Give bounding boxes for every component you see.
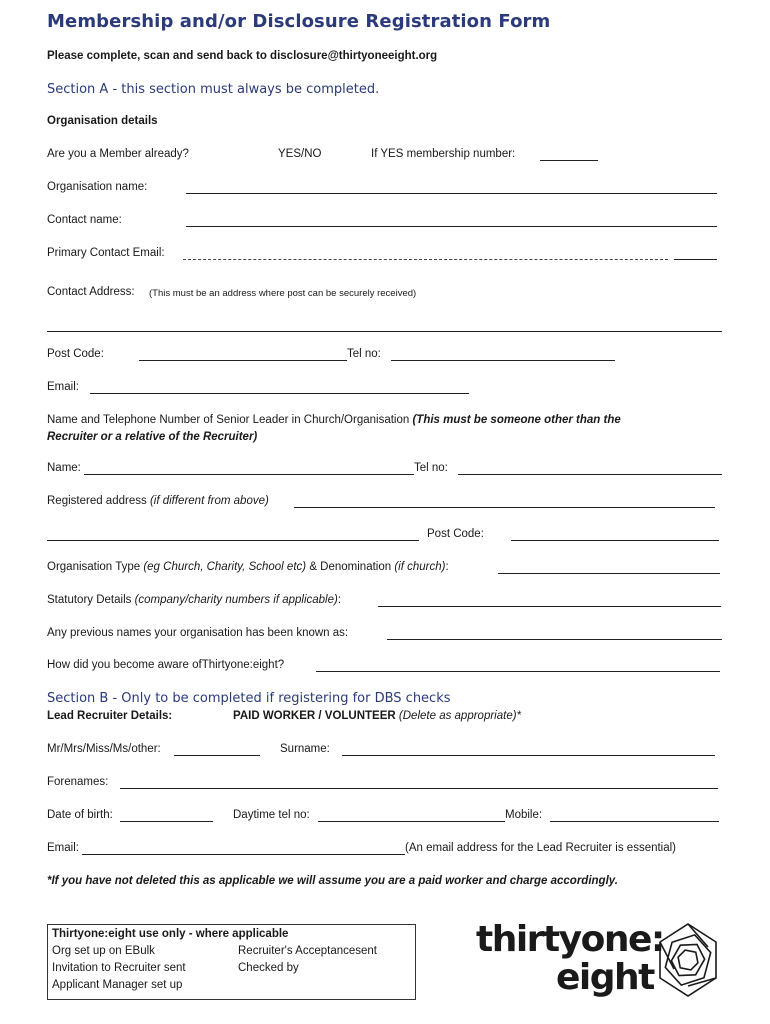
email-label: Email:: [47, 381, 79, 393]
email-field[interactable]: [90, 393, 469, 394]
previous-names-field[interactable]: [387, 639, 722, 640]
registered-address-label: Registered address (if different from above): [47, 495, 269, 507]
contact-address-note: (This must be an address where post can be securely received): [149, 288, 417, 299]
surname-label: Surname:: [280, 743, 330, 755]
surname-field[interactable]: [342, 755, 715, 756]
registered-address-note: (if different from above): [149, 495, 269, 507]
daytime-tel-field[interactable]: [318, 821, 505, 822]
recruiter-email-label: Email:: [47, 842, 79, 854]
section-a-heading: Section A - this section must always be completed.: [47, 82, 380, 97]
senior-leader-note-2: Recruiter or a relative of the Recruiter): [47, 431, 258, 443]
registered-address-field-2[interactable]: [47, 540, 419, 541]
primary-email-label: Primary Contact Email:: [47, 247, 165, 259]
office-use-applicant-manager: Applicant Manager set up: [52, 979, 183, 991]
lead-recruiter-label: Lead Recruiter Details:: [47, 710, 173, 722]
worker-type-option[interactable]: PAID WORKER / VOLUNTEER (Delete as appropriate)*: [233, 710, 522, 722]
daytime-tel-label: Daytime tel no:: [233, 809, 310, 821]
contact-name-label: Contact name:: [47, 214, 122, 226]
thirtyone-eight-logo: [474, 918, 724, 1002]
title-field[interactable]: [174, 755, 260, 756]
title-label: Mr/Mrs/Miss/Ms/other:: [47, 743, 161, 755]
office-use-checked-by: Checked by: [238, 962, 299, 974]
forenames-label: Forenames:: [47, 776, 109, 788]
mobile-field[interactable]: [550, 821, 719, 822]
logo-text-line1: thirtyone:: [476, 919, 664, 960]
primary-email-field[interactable]: [183, 259, 668, 260]
contact-address-field[interactable]: [47, 331, 722, 332]
senior-leader-label: [47, 414, 621, 426]
recruiter-email-field[interactable]: [82, 854, 405, 855]
previous-names-label: Any previous names your organisation has been known as:: [47, 627, 349, 639]
leader-tel-label: Tel no:: [414, 462, 448, 474]
org-type-label: Organisation Type (eg Church, Charity, School etc) & Denomination (if church):: [47, 561, 449, 573]
section-b-heading: Section B - Only to be completed if registering for DBS checks: [47, 691, 451, 706]
form-title: Membership and/or Disclosure Registration Form: [47, 11, 551, 32]
office-use-heading: Thirtyone:eight use only - where applicable: [52, 928, 289, 940]
registered-post-code-label: Post Code:: [427, 528, 484, 540]
contact-address-label: Contact Address:: [47, 286, 135, 298]
senior-leader-note: (This must be someone other than the: [412, 414, 621, 426]
dob-label: Date of birth:: [47, 809, 113, 821]
office-use-ebulk: Org set up on EBulk: [52, 945, 155, 957]
office-use-box: [47, 924, 416, 1000]
membership-number-field[interactable]: [540, 160, 598, 161]
org-details-heading: Organisation details: [47, 115, 158, 127]
leader-name-label: Name:: [47, 462, 81, 474]
post-code-label: Post Code:: [47, 348, 104, 360]
registered-post-code-field[interactable]: [511, 540, 719, 541]
primary-email-field-end[interactable]: [674, 259, 717, 260]
office-use-acceptance: Recruiter's Acceptancesent: [238, 945, 377, 957]
forenames-field[interactable]: [120, 788, 718, 789]
senior-leader-text: Name and Telephone Number of Senior Leader in Church/Organisation: [47, 414, 410, 426]
footnote: *If you have not deleted this as applicable we will assume you are a paid worker and charge accordingly.: [47, 875, 618, 887]
org-name-label: Organisation name:: [47, 181, 148, 193]
registered-address-field[interactable]: [294, 507, 715, 508]
leader-name-field[interactable]: [84, 474, 414, 475]
contact-name-field[interactable]: [186, 226, 717, 227]
logo-emblem-icon: [656, 920, 720, 1000]
logo-text-line2: eight: [556, 957, 654, 998]
leader-tel-field[interactable]: [458, 474, 722, 475]
mobile-label: Mobile:: [505, 809, 543, 821]
aware-label: How did you become aware ofThirtyone:eight?: [47, 659, 285, 671]
recruiter-email-note: (An email address for the Lead Recruiter is essential): [405, 842, 677, 854]
form-subtitle: Please complete, scan and send back to disclosure@thirtyoneeight.org: [47, 50, 438, 62]
membership-number-label: If YES membership number:: [371, 148, 516, 160]
org-type-field[interactable]: [498, 573, 720, 574]
org-name-field[interactable]: [186, 193, 717, 194]
office-use-invitation: Invitation to Recruiter sent: [52, 962, 186, 974]
statutory-field[interactable]: [378, 606, 721, 607]
dob-field[interactable]: [120, 821, 213, 822]
statutory-label: Statutory Details (company/charity numbers if applicable):: [47, 594, 342, 606]
member-question-label: Are you a Member already?: [47, 148, 189, 160]
tel-no-field[interactable]: [391, 360, 615, 361]
yes-no-option[interactable]: YES/NO: [278, 148, 322, 160]
post-code-field[interactable]: [139, 360, 347, 361]
aware-field[interactable]: [316, 671, 720, 672]
tel-no-label: Tel no:: [347, 348, 381, 360]
